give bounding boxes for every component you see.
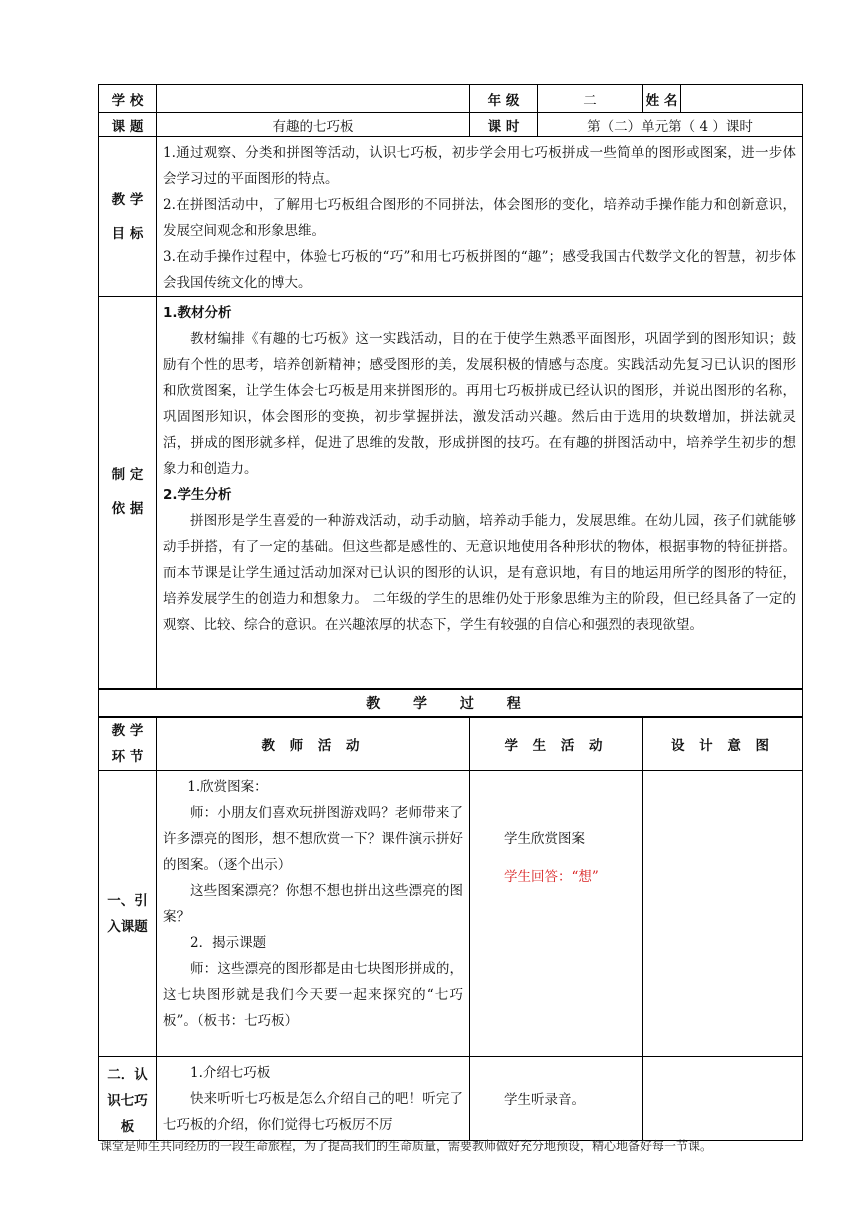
page-footer: 课堂是师生共同经历的一段生命旅程，为了提高我们的生命质量，需要教师做好充分地预设，精心地备好每一节课。 (100, 1139, 713, 1153)
period-label: 课 时 (470, 113, 538, 137)
school-label: 学 校 (99, 85, 157, 113)
stage-1-label: 一、引 入课题 (99, 771, 157, 1057)
process-row-1 (99, 771, 803, 1057)
stage-header: 教 学 环 节 (99, 717, 157, 771)
grade-value: 二 (538, 85, 643, 113)
student-activity-header: 学 生 活 动 (470, 717, 643, 771)
teacher-activity-header: 教 师 活 动 (157, 717, 470, 771)
stage-1-student (470, 771, 643, 1057)
name-label: 姓 名 (643, 85, 681, 113)
info-row (99, 85, 803, 113)
basis-content (157, 297, 803, 689)
process-row-2 (99, 1057, 803, 1141)
student-activity-1: 学生欣赏图案 (504, 831, 586, 847)
student-analysis-text: 拼图形是学生喜爱的一种游戏活动，动手动脑，培养动手能力，发展思维。在幼儿园，孩子们就能够动手拼搭，有了一定的基础。但这些都是感性的、无意识地使用各种形状的物体，根据事物的特征拼搭。而本节课是让学生通过活动加深对已认识的图形的认识，是有意识地，有目的地运用所学的图形的特征，培养发展学生的创造力和想象力。 二年级的学生的思维仍处于形象思维为主的阶段，但已经具备了一定的观察、比较、综合的意识。在兴趣浓厚的状态下，学生有较强的自信心和强烈的表现欲望。 (163, 513, 797, 633)
stage-2-student (470, 1057, 643, 1141)
lesson-plan-table (98, 84, 803, 1141)
stage-2-teacher: 1.介绍七巧板 快来听听七巧板是怎么介绍自己的吧！听完了七巧板的介绍，你们觉得七巧板厉不厉 (157, 1057, 470, 1141)
basis-label: 制 定 依 据 (99, 297, 157, 689)
stage-1-design (643, 771, 803, 1057)
goals-row (99, 137, 803, 297)
textbook-analysis-title: 1.教材分析 (163, 305, 232, 321)
stage-2-label: 二．认 识七巧 板 (99, 1057, 157, 1141)
basis-row (99, 297, 803, 689)
process-title-row (99, 689, 803, 717)
stage-1-teacher: 1.欣赏图案： 师：小朋友们喜欢玩拼图游戏吗？老师带来了许多漂亮的图形，想不想欣赏一下？课件演示拼好的图案。（逐个出示） 这些图案漂亮？你想不想也拼出这些漂亮的图案？ 2．揭示课题 师：这些漂亮的图形都是由七块图形拼成的，这七块图形就是我们今天要一起来探究的“七巧板”。（板书：七巧板） (157, 771, 470, 1057)
period-value: 第（二）单元第（ 4 ）课时 (538, 113, 803, 137)
student-analysis-title: 2.学生分析 (163, 487, 232, 503)
school-value (157, 85, 470, 113)
design-intent-header: 设 计 意 图 (643, 717, 803, 771)
topic-value: 有趣的七巧板 (157, 113, 470, 137)
name-value (681, 85, 803, 113)
topic-row (99, 113, 803, 137)
textbook-analysis-text: 教材编排《有趣的七巧板》这一实践活动，目的在于使学生熟悉平面图形，巩固学到的图形知识；鼓励有个性的思考，培养创新精神；感受图形的美，发展积极的情感与态度。实践活动先复习已认识的图形和欣赏图案，让学生体会七巧板是用来拼图形的。再用七巧板拼成已经认识的图形，并说出图形的名称，巩固图形知识，体会图形的变换，初步掌握拼法，激发活动兴趣。然后由于选用的块数增加，拼法就灵活，拼成的图形就多样，促进了思维的发散，形成拼图的技巧。在有趣的拼图活动中，培养学生初步的想象力和创造力。 (163, 331, 797, 477)
goals-label: 教 学 目 标 (99, 137, 157, 297)
student-activity-2: 学生听录音。 (504, 1092, 586, 1108)
goal-item-2: 2.在拼图活动中，了解用七巧板组合图形的不同拼法，体会图形的变化，培养动手操作能力和创新意识，发展空间观念和形象思维。 (163, 197, 797, 239)
process-header-row (99, 717, 803, 771)
grade-label: 年 级 (470, 85, 538, 113)
goals-content (157, 137, 803, 297)
student-answer: 学生回答：“想” (504, 869, 599, 885)
goal-item-1: 1.通过观察、分类和拼图等活动，认识七巧板，初步学会用七巧板拼成一些简单的图形或图案，进一步体会学习过的平面图形的特点。 (163, 145, 797, 187)
process-title: 教 学 过 程 (99, 689, 803, 717)
topic-label: 课 题 (99, 113, 157, 137)
stage-2-design (643, 1057, 803, 1141)
goal-item-3: 3.在动手操作过程中，体验七巧板的“巧”和用七巧板拼图的“趣”；感受我国古代数学文化的智慧，初步体会我国传统文化的博大。 (163, 249, 797, 291)
